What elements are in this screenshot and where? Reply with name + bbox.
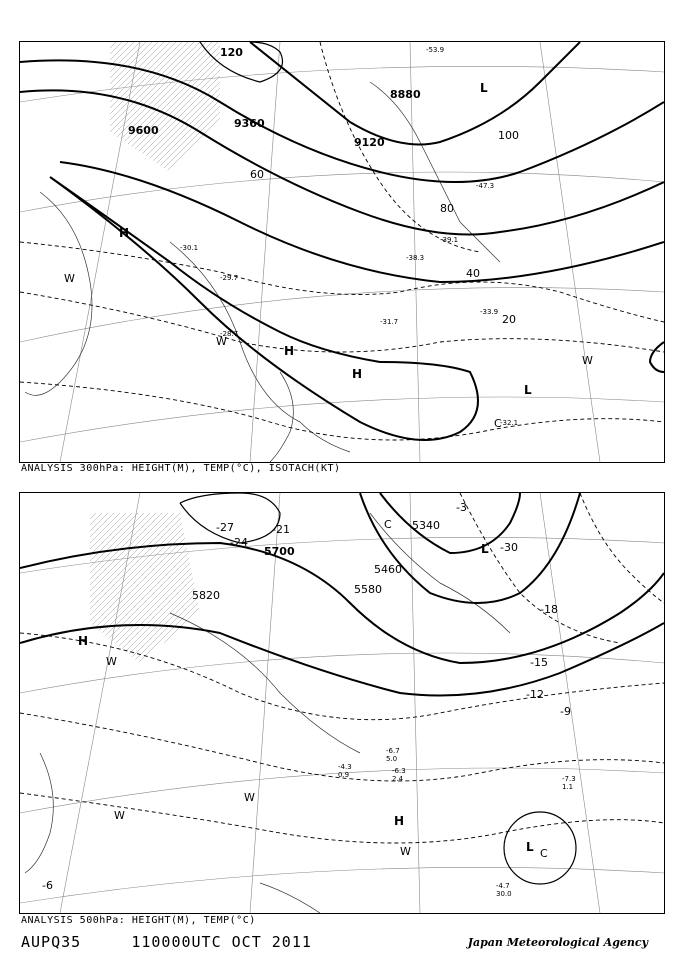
- height-label-5700: 5700: [264, 545, 295, 558]
- high-center: H: [284, 344, 295, 358]
- map-300hpa-canvas: [20, 42, 664, 462]
- warm-mark: W: [64, 272, 75, 285]
- isotach-label-120: 120: [220, 46, 243, 59]
- isotherm-label: -27: [216, 521, 234, 534]
- station-value: -4.7: [496, 882, 510, 890]
- height-label-5460: 5460: [374, 563, 402, 576]
- low-center: L: [481, 542, 489, 556]
- warm-mark: W: [244, 791, 255, 804]
- high-center: H: [119, 226, 130, 240]
- temp-label: -53.9: [426, 46, 445, 54]
- height-label-9120: 9120: [354, 136, 385, 149]
- station-value: 30.0: [496, 890, 512, 898]
- warm-mark: W: [114, 809, 125, 822]
- cold-mark: C: [384, 518, 392, 531]
- isotach-label-80: 80: [440, 202, 454, 215]
- agency-name: Japan Meteorological Agency: [467, 936, 648, 949]
- isotherm-label: -21: [272, 523, 290, 536]
- isotach-label-40: 40: [466, 267, 480, 280]
- map-500hpa-canvas: [20, 493, 664, 913]
- high-center: H: [394, 814, 405, 828]
- high-center: H: [352, 367, 363, 381]
- height-label-8880: 8880: [390, 88, 421, 101]
- station-value: 5.0: [386, 755, 398, 763]
- temp-label: -33.9: [480, 308, 499, 316]
- isotherm-label: -30: [500, 541, 518, 554]
- isotherm-label: -9: [560, 705, 571, 718]
- chart-id-and-time: [21, 933, 312, 951]
- temp-label: -28.7: [220, 330, 239, 338]
- caption-300hpa: ANALYSIS 300hPa: HEIGHT(M), TEMP(°C), ISOTACH(KT): [21, 463, 341, 474]
- isotach-label-100: 100: [498, 129, 519, 142]
- warm-mark: W: [400, 845, 411, 858]
- height-label-5580: 5580: [354, 583, 382, 596]
- temp-label: -38.3: [406, 254, 425, 262]
- isotherm-label: -18: [540, 603, 558, 616]
- low-center: L: [524, 383, 532, 397]
- map-500hpa: [19, 492, 665, 914]
- height-label-5820: 5820: [192, 589, 220, 602]
- cold-mark: C: [540, 847, 548, 860]
- temp-label: -32.1: [500, 419, 519, 427]
- height-label-5340: 5340: [412, 519, 440, 532]
- low-center: L: [480, 81, 488, 95]
- warm-mark: W: [216, 335, 227, 348]
- isotach-label-20: 20: [502, 313, 516, 326]
- hatched-area: [110, 42, 220, 172]
- high-center: H: [78, 634, 89, 648]
- low-center: L: [526, 840, 534, 854]
- station-value: 2.4: [392, 775, 404, 783]
- hatched-area: [90, 513, 200, 663]
- cold-mark: C: [494, 417, 502, 430]
- station-value: -6.7: [386, 747, 400, 755]
- station-value: -7.3: [562, 775, 576, 783]
- station-value: 0.9: [338, 771, 350, 779]
- temp-label: -47.3: [476, 182, 495, 190]
- temp-label: -30.1: [180, 244, 199, 252]
- caption-500hpa: ANALYSIS 500hPa: HEIGHT(M), TEMP(°C): [21, 915, 256, 926]
- isotherm-label: -6: [42, 879, 53, 892]
- temp-label: -29.7: [220, 274, 239, 282]
- temp-label: -31.7: [380, 318, 399, 326]
- isotach-label-60: 60: [250, 168, 264, 181]
- station-value: 1.1: [562, 783, 574, 791]
- valid-time: 110000UTC OCT 2011: [131, 933, 312, 951]
- isotherm-label: -15: [530, 656, 548, 669]
- warm-mark: W: [582, 354, 593, 367]
- height-label-9600: 9600: [128, 124, 159, 137]
- chart-code: AUPQ35: [21, 933, 82, 951]
- map-300hpa: [19, 41, 665, 463]
- height-label-9360: 9360: [234, 117, 265, 130]
- warm-mark: W: [106, 655, 117, 668]
- isotherm-label: -12: [526, 688, 544, 701]
- isotherm-label: -24: [230, 536, 248, 549]
- temp-label: -39.1: [440, 236, 459, 244]
- station-value: -6.3: [392, 767, 406, 775]
- isotherm-label: -3: [456, 501, 467, 514]
- station-value: -4.3: [338, 763, 352, 771]
